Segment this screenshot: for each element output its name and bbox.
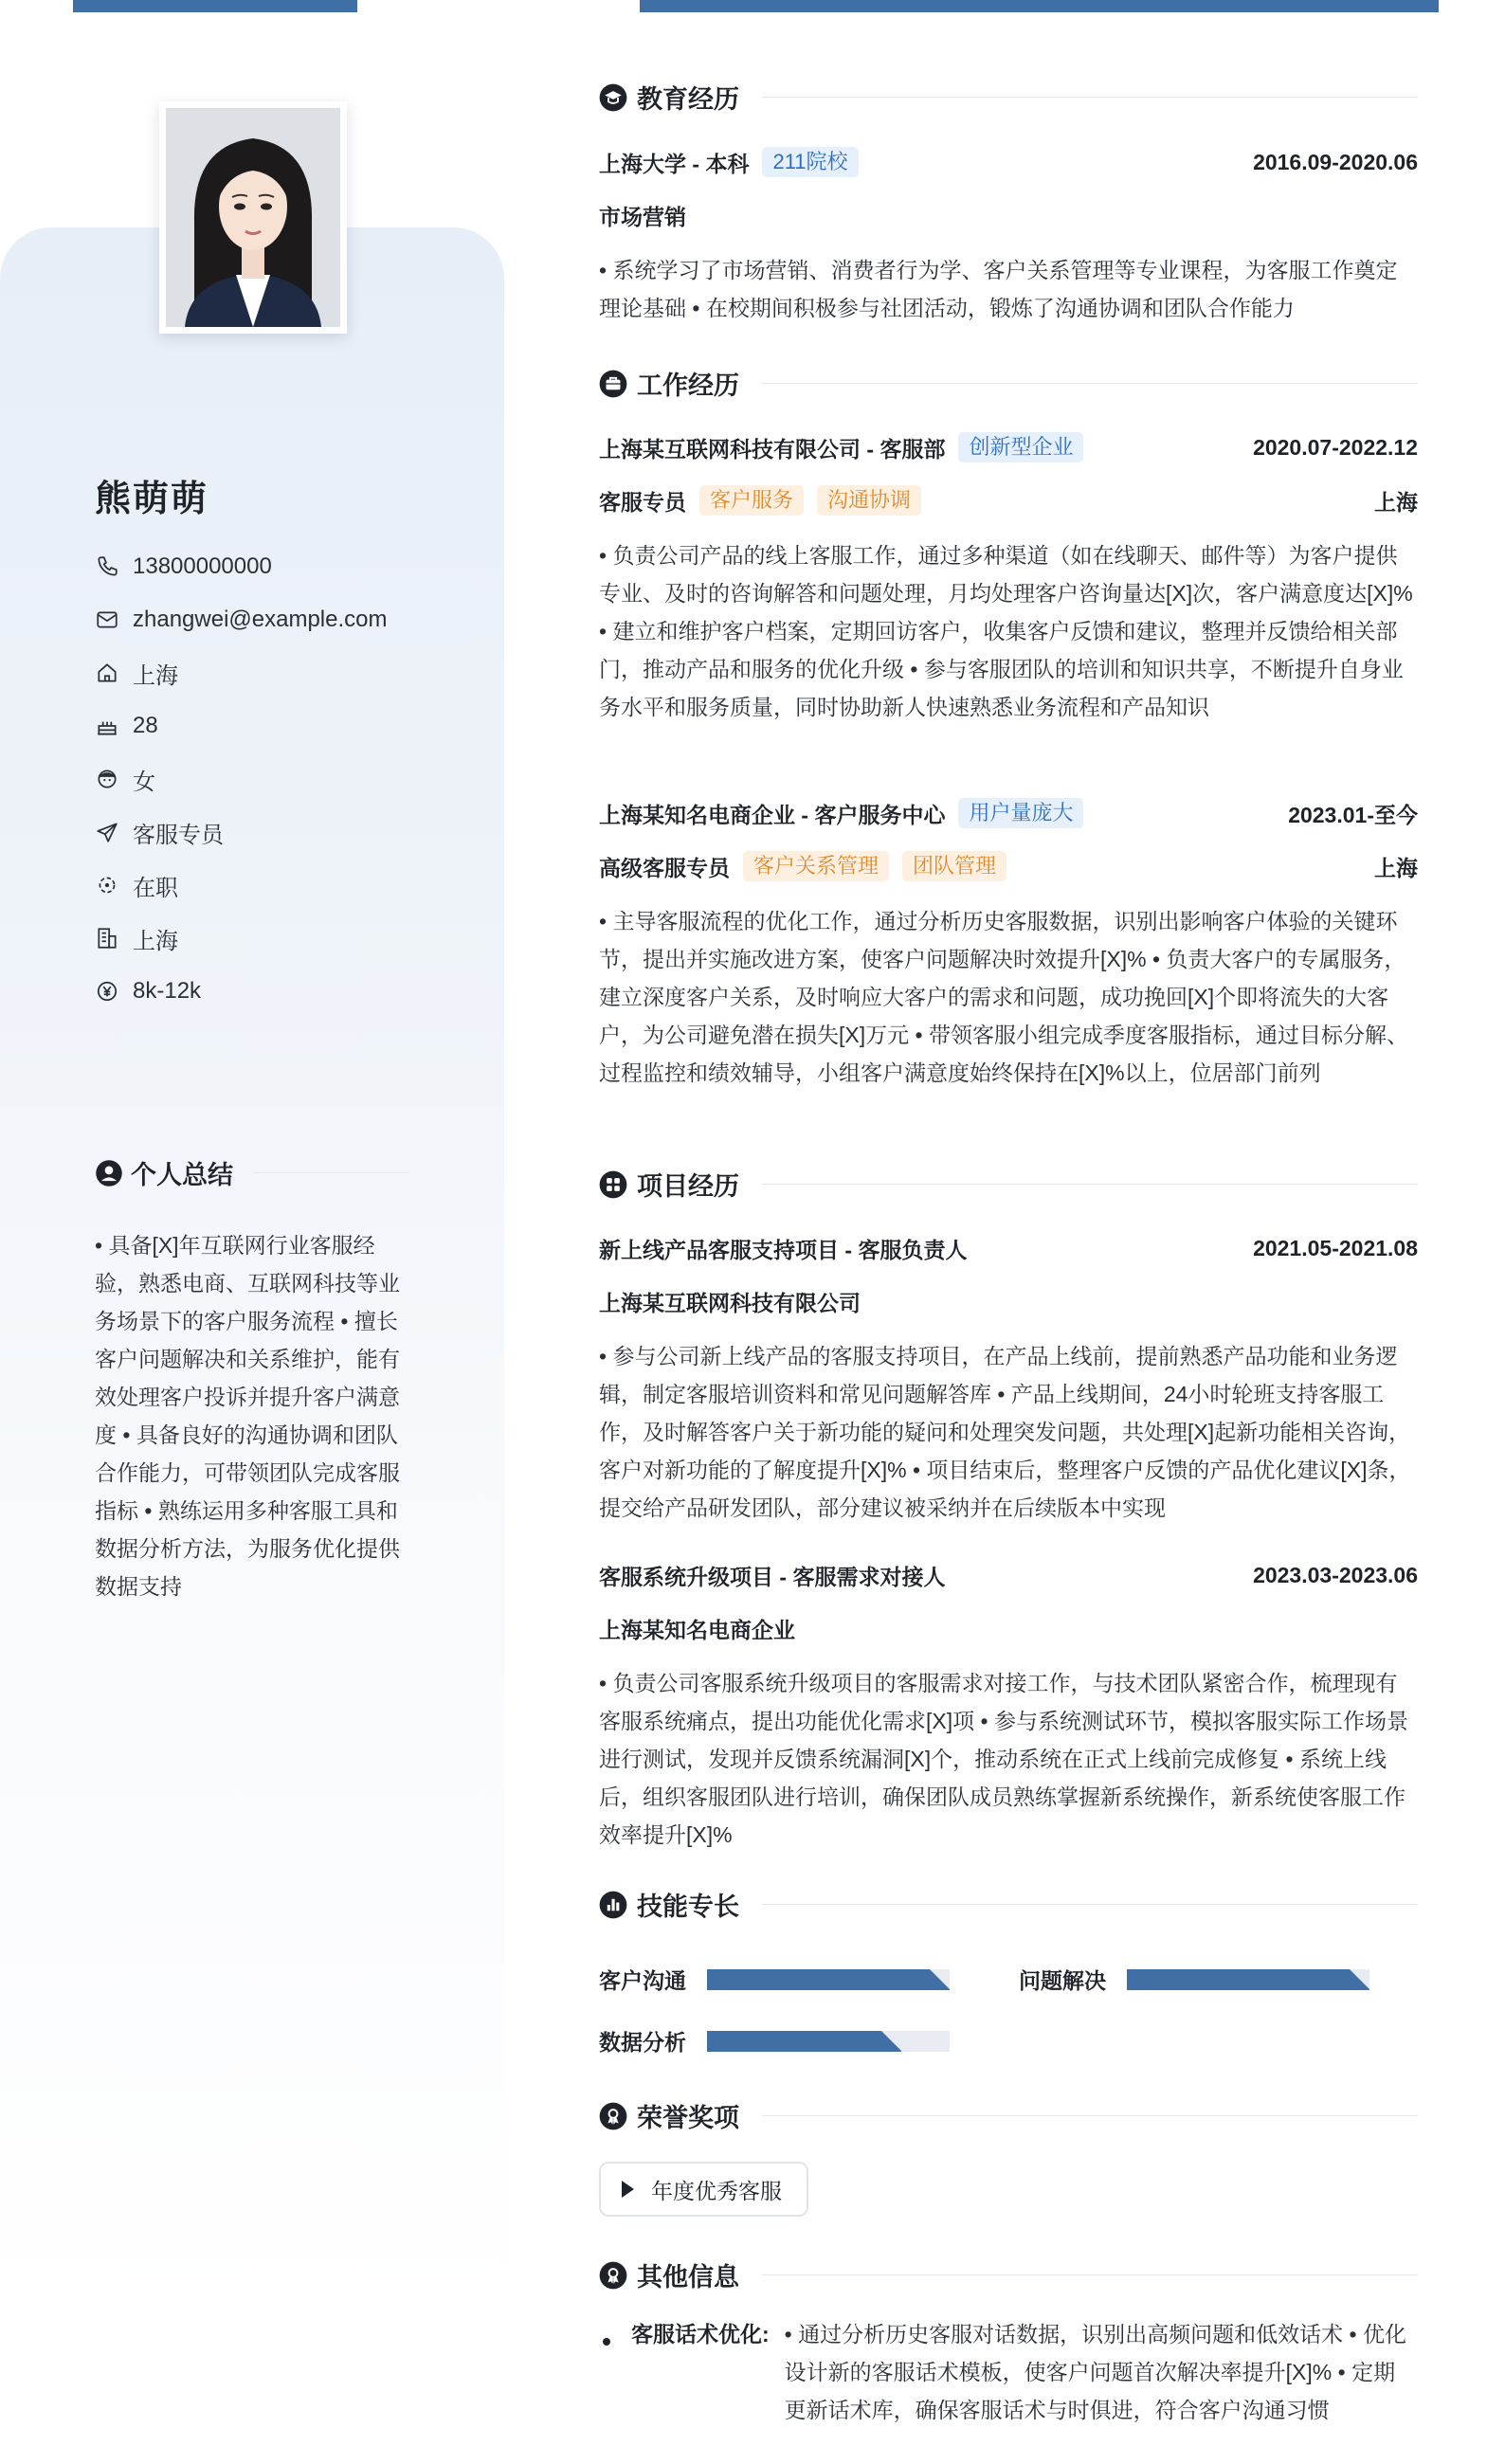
phone-icon: [95, 554, 119, 579]
honors-heading: [599, 2097, 1418, 2134]
send-icon: [95, 820, 119, 844]
skill-name: 数据分析: [599, 2030, 686, 2055]
salary-text: 8k-12k: [133, 978, 202, 1004]
work-2-desc: • 主导客服流程的优化工作，通过分析历史客服数据，识别出影响客户体验的关键环节，提出并实施改进方案，使客户问题解决时效提升[X]% • 负责大客户的专属服务，建立深度客户关系，及时响应大客户的需求和问题，成功挽回[X]个即将流失的大客户，为公司避免潜在损失[X]万元 • 带领客服小组完成季度客服指标，通过目标分解、过程监控和绩效辅导，小组客户满意度始终保持在[X]%以上，位居部门前列: [599, 909, 1408, 1085]
education-tag: 211院校: [762, 147, 858, 177]
skill-bar-fill: [1127, 1969, 1369, 1990]
award-text: 年度优秀客服: [651, 2178, 782, 2203]
skills-title: 技能专长: [637, 1893, 739, 1921]
other-label: 客服话术优化:: [631, 2322, 770, 2346]
play-icon: [622, 2181, 634, 2198]
honors-divider: [762, 2115, 1418, 2116]
work-1-row: [599, 431, 1418, 463]
work-2-tag: 用户量庞大: [958, 798, 1083, 828]
work-2-role: 高级客服专员: [599, 855, 730, 880]
work-1-date: 2020.07-2022.12: [1253, 434, 1418, 460]
info-status: [95, 859, 474, 912]
award-icon: [599, 2102, 627, 2130]
info-salary: [95, 965, 474, 1018]
skill-item: [599, 1964, 950, 1995]
projects-title: 项目经历: [637, 1172, 739, 1201]
project-1-desc: • 参与公司新上线产品的客服支持项目，在产品上线前，提前熟悉产品功能和业务逻辑，制定客服培训资料和常见问题解答库 • 产品上线期间，24小时轮班支持客服工作，及时解答客户关于新功能的疑问和处理突发问题，共处理[X]起新功能相关咨询，客户对新功能的了解度提升[X]% • 项目结束后，整理客户反馈的产品优化建议[X]条，提交给产品研发团队，部分建议被采纳并在后续版本中实现: [599, 1344, 1411, 1520]
summary-title: 个人总结: [131, 1161, 233, 1189]
education-title: 教育经历: [637, 85, 739, 114]
work-2-date: 2023.01-至今: [1288, 802, 1418, 827]
other-heading: [599, 2256, 1418, 2293]
face-icon: [95, 767, 119, 791]
education-divider: [762, 97, 1418, 98]
other-text: • 通过分析历史客服对话数据，识别出高频问题和低效话术 • 优化设计新的客服话术模板，使客户问题首次解决率提升[X]% • 定期更新话术库，确保客服话术与时俱进，符合客户沟通习惯: [784, 2322, 1406, 2422]
summary-divider: [254, 1172, 409, 1173]
skill-bar-fill: [707, 2031, 901, 2052]
email-text: zhangwei@example.com: [133, 607, 388, 632]
status-text: 在职: [133, 875, 178, 901]
profile-photo: [159, 101, 347, 334]
project-2-name: 客服系统升级项目 - 客服需求对接人: [599, 1564, 946, 1589]
work-title: 工作经历: [637, 371, 739, 400]
skill-bar: [707, 2031, 950, 2052]
grid-icon: [599, 1170, 627, 1199]
city-text: 上海: [133, 928, 178, 954]
other-item: [599, 2315, 1433, 2429]
top-accent-bar-left: [73, 0, 357, 12]
summary-text: • 具备[X]年互联网行业客服经验，熟悉电商、互联网科技等业务场景下的客户服务流程 • 擅长客户问题解决和关系维护，能有效处理客户投诉并提升客户满意度 • 具备良好的沟通协调和团队合作能力，可带领团队完成客服指标 • 熟练运用多种客服工具和数据分析方法，为服务优化提供数据支持: [95, 1233, 400, 1599]
phone-text: 13800000000: [133, 553, 272, 579]
skills-heading: [599, 1886, 1418, 1923]
graduation-cap-icon: [599, 83, 627, 112]
honors-title: 荣誉奖项: [637, 2104, 739, 2132]
skill-bar: [1127, 1969, 1369, 1990]
position-text: 客服专员: [133, 822, 224, 848]
work-1-desc: • 负责公司产品的线上客服工作，通过多种渠道（如在线聊天、邮件等）为客户提供专业、及时的咨询解答和问题处理，月均处理客户咨询量达[X]次，客户满意度达[X]% • 建立和维护客户档案，定期回访客户，收集客户反馈和建议，整理并反馈给相关部门，推动产品和服务的优化升级 • 参与客服团队的培训和知识共享，不断提升自身业务水平和服务质量，同时协助新人快速熟悉业务流程和产品知识: [599, 543, 1413, 719]
work-2-row: [599, 797, 1418, 829]
work-heading: [599, 365, 1418, 402]
skill-bar: [707, 1969, 950, 1990]
bar-chart-icon: [599, 1891, 627, 1919]
work-1-skill-tag: 沟通协调: [817, 485, 921, 516]
skill-item: [1019, 1964, 1369, 1995]
home-icon: [95, 661, 119, 685]
work-1-skill-tag: 客户服务: [699, 485, 804, 516]
skill-name: 客户沟通: [599, 1968, 686, 1993]
project-1-company: 上海某互联网科技有限公司: [599, 1290, 861, 1315]
bullet-icon: [603, 2338, 610, 2346]
education-desc: • 系统学习了市场营销、消费者行为学、客户关系管理等专业课程，为客服工作奠定理论基础 • 在校期间积极参与社团活动，锻炼了沟通协调和团队合作能力: [599, 258, 1398, 320]
skill-bar-fill: [707, 1969, 950, 1990]
portrait-image: [166, 108, 340, 327]
work-divider: [762, 383, 1418, 384]
work-1-tag: 创新型企业: [958, 432, 1083, 462]
education-heading: [599, 79, 1418, 116]
project-1-date: 2021.05-2021.08: [1253, 1235, 1418, 1260]
summary-heading: [95, 1154, 409, 1191]
work-2-company: 上海某知名电商企业 - 客户服务中心: [599, 802, 946, 827]
age-text: 28: [133, 713, 158, 738]
projects-heading: [599, 1166, 1418, 1203]
yen-icon: [95, 979, 119, 1004]
project-2-company: 上海某知名电商企业: [599, 1617, 795, 1642]
project-1-name: 新上线产品客服支持项目 - 客服负责人: [599, 1237, 968, 1262]
work-1-city: 上海: [1374, 489, 1418, 515]
candidate-name: 熊萌萌: [95, 480, 209, 519]
award-item: [599, 2162, 808, 2217]
user-icon: [95, 1159, 123, 1187]
work-2-city: 上海: [1374, 855, 1418, 880]
work-2-skill-tag: 团队管理: [902, 851, 1006, 881]
project-1-row: [599, 1232, 1418, 1264]
work-1-company: 上海某互联网科技有限公司 - 客服部: [599, 436, 946, 462]
award-icon: [599, 2261, 627, 2290]
other-title: 其他信息: [637, 2263, 739, 2292]
info-age: [95, 699, 474, 752]
project-2-company-row: [599, 1612, 1418, 1644]
top-accent-bar-right: [640, 0, 1439, 12]
cake-icon: [95, 714, 119, 738]
skill-item: [599, 2025, 950, 2056]
education-major-row: [599, 199, 1418, 231]
contact-info: [95, 540, 474, 1018]
project-2-row: [599, 1559, 1418, 1591]
skills-divider: [762, 1904, 1418, 1905]
info-city: [95, 912, 474, 965]
other-divider: [762, 2274, 1418, 2275]
briefcase-icon: [599, 370, 627, 398]
info-email: [95, 593, 474, 646]
mail-icon: [95, 607, 119, 632]
project-1-company-row: [599, 1285, 1418, 1317]
building-icon: [95, 926, 119, 951]
education-major: 市场营销: [599, 204, 686, 229]
work-1-role: 客服专员: [599, 489, 686, 515]
work-1-role-row: [599, 484, 1418, 516]
status-icon: [95, 873, 119, 897]
info-position: [95, 806, 474, 859]
info-phone: [95, 540, 474, 593]
education-row: [599, 146, 1418, 178]
work-2-role-row: [599, 850, 1418, 882]
info-gender: [95, 752, 474, 806]
project-2-date: 2023.03-2023.06: [1253, 1562, 1418, 1587]
education-date: 2016.09-2020.06: [1253, 149, 1418, 174]
gender-text: 女: [133, 769, 155, 795]
skill-name: 问题解决: [1019, 1968, 1106, 1993]
info-location: [95, 646, 474, 699]
work-2-skill-tag: 客户关系管理: [743, 851, 889, 881]
education-school: 上海大学 - 本科: [599, 151, 750, 176]
projects-divider: [762, 1184, 1418, 1185]
project-2-desc: • 负责公司客服系统升级项目的客服需求对接工作，与技术团队紧密合作，梳理现有客服系统痛点，提出功能优化需求[X]项 • 参与系统测试环节，模拟客服实际工作场景进行测试，发现并反馈系统漏洞[X]个，推动系统在正式上线前完成修复 • 系统上线后，组织客服团队进行培训，确保团队成员熟练掌握新系统操作，新系统使客服工作效率提升[X]%: [599, 1671, 1408, 1847]
location-text: 上海: [133, 662, 178, 689]
